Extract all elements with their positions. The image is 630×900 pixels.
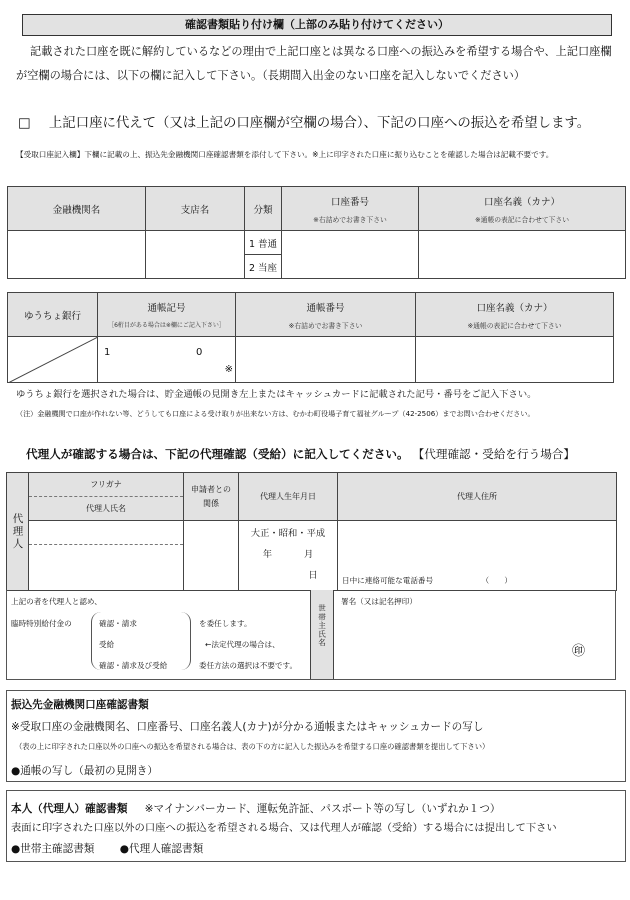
passbook-symbol-header xyxy=(98,293,236,337)
agent-name-label: 代理人氏名 xyxy=(86,504,126,513)
branch-field[interactable] xyxy=(146,231,245,279)
household-head-label-cell xyxy=(310,590,334,679)
birthdate-field[interactable] xyxy=(239,521,338,591)
passbook-symbol-label: 通帳記号 xyxy=(147,303,186,314)
phone-label: 日中に連絡可能な電話番号 xyxy=(342,576,434,585)
bank-name-field[interactable] xyxy=(8,231,146,279)
passbook-number-header xyxy=(236,293,416,337)
choice-receive[interactable]: 受給 xyxy=(99,640,115,649)
id-docs-line1: 表面に印字された口座以外の口座への振込を希望される場合、又は代理人が確認（受給）する場合には提出して下さい xyxy=(11,822,557,834)
holder-field[interactable] xyxy=(419,231,626,279)
bank-account-table xyxy=(7,186,626,279)
checkbox[interactable]: □ xyxy=(18,116,31,131)
agent-section-title xyxy=(26,446,575,462)
yucho-holder-note: ※通帳の表記に合わせて下さい xyxy=(467,321,562,330)
diagonal-line xyxy=(8,337,98,383)
id-docs-items xyxy=(11,841,203,856)
agent-title-main: 代理人が確認する場合は、下記の代理確認（受給）に記入してください。 xyxy=(26,447,409,461)
holder-note: ※通帳の表記に合わせて下さい xyxy=(474,215,570,224)
type-checking[interactable]: 2 当座 xyxy=(245,255,282,279)
sixth-digit-mark: ※ xyxy=(224,363,233,375)
account-number-label: 口座番号 xyxy=(330,196,369,208)
relation-label-2: 関係 xyxy=(203,498,219,508)
choice-confirm-claim[interactable]: 確認・請求 xyxy=(99,619,137,628)
passbook-number-field[interactable] xyxy=(236,337,416,383)
passbook-number-note: ※右詰めでお書き下さい xyxy=(288,321,363,330)
household-head-label: 世帯主氏名 xyxy=(317,604,327,647)
yucho-table xyxy=(7,292,614,383)
signature-label: 署名（又は記名押印） xyxy=(341,597,417,606)
yucho-instruction: ゆうちょ銀行を選択された場合は、貯金通帳の見開き左上またはキャッシュカードに記載された記号・番号をご記入下さい。 xyxy=(16,389,537,400)
day-label: 日 xyxy=(308,570,318,581)
alternate-account-option[interactable] xyxy=(18,112,590,131)
yucho-holder-header xyxy=(416,293,614,337)
account-number-header xyxy=(282,187,419,231)
passbook-symbol-field[interactable] xyxy=(98,337,236,383)
furigana-label: フリガナ xyxy=(29,473,183,497)
id-docs-box xyxy=(6,790,626,862)
no-account-note: （注）金融機関で口座が作れない等、どうしても口座による受け取りが出来ない方は、むかわ町役場子育て福祉グループ（42-2506）までお問い合わせください。 xyxy=(16,409,535,418)
seal-icon: ㊞ xyxy=(572,644,586,659)
year-label: 年 xyxy=(262,549,272,560)
branch-header: 支店名 xyxy=(146,187,245,231)
symbol-first-digit: 1 xyxy=(104,346,111,358)
choice-both[interactable]: 確認・請求及び受給 xyxy=(99,661,168,670)
legal-note: ←法定代理の場合は、 xyxy=(205,640,280,649)
passbook-symbol-note: ［6桁目がある場合は※欄にご記入下さい］ xyxy=(108,322,225,329)
holder-header xyxy=(419,187,626,231)
agent-side-label: 代理人 xyxy=(7,473,29,591)
era-options: 大正・昭和・平成 xyxy=(250,528,326,539)
relation-field[interactable] xyxy=(184,521,239,591)
relation-label-1: 申請者との xyxy=(191,484,231,494)
address-header: 代理人住所 xyxy=(338,473,617,521)
phone-paren: （ ） xyxy=(481,576,512,585)
agent-name-field[interactable] xyxy=(29,521,184,591)
consent-block xyxy=(6,590,616,680)
type-ordinary[interactable]: 1 普通 xyxy=(245,231,282,255)
option-label: 上記口座に代えて（又は上記の口座欄が空欄の場合）、下記の口座への振込を希望します。 xyxy=(48,116,591,131)
furigana-name-header xyxy=(29,473,184,521)
paste-area-title: 確認書類貼り付け欄（上部のみ貼り付けてください） xyxy=(22,14,612,36)
type-header: 分類 xyxy=(245,187,282,231)
relation-header xyxy=(184,473,239,521)
agent-docs: ●代理人確認書類 xyxy=(119,843,204,855)
consent-line1: 上記の者を代理人と認め、 xyxy=(11,597,102,606)
account-number-field[interactable] xyxy=(282,231,419,279)
consent-prefix: 臨時特別給付金の xyxy=(11,619,72,628)
passbook-number-label: 通帳番号 xyxy=(306,302,345,314)
agent-title-suffix: 【代理確認・受給を行う場合】 xyxy=(412,447,575,461)
yucho-diagonal-cell xyxy=(8,337,98,383)
entrust-text: を委任します。 xyxy=(199,619,252,628)
bank-docs-line2: （表の上に印字された口座以外の口座への振込を希望される場合は、表の下の方に記入した振込みを希望する口座の確認書類を提出して下さい） xyxy=(15,742,490,751)
yucho-holder-field[interactable] xyxy=(416,337,614,383)
holder-label: 口座名義（カナ） xyxy=(483,196,560,208)
bank-name-header: 金融機関名 xyxy=(8,187,146,231)
agent-table xyxy=(6,472,617,591)
id-docs-title: 本人（代理人）確認書類 xyxy=(11,803,128,815)
address-field[interactable] xyxy=(338,521,617,591)
account-number-note: ※右詰めでお書き下さい xyxy=(313,215,387,224)
account-entry-note: 【受取口座記入欄】下欄に記載の上、振込先金融機関口座確認書類を添付して下さい。※上に印字された口座に振り込むことを確認した場合は記載不要です。 xyxy=(16,150,554,159)
bank-docs-line3: ●通帳の写し（最初の見開き） xyxy=(11,765,158,777)
bank-docs-title: 振込先金融機関口座確認書類 xyxy=(11,699,149,711)
id-docs-title-note: ※マイナンバーカード、運転免許証、パスポート等の写し（いずれか１つ） xyxy=(144,803,501,815)
birthdate-header: 代理人生年月日 xyxy=(239,473,338,521)
household-head-docs: ●世帯主確認書類 xyxy=(11,843,95,855)
symbol-last-digit: 0 xyxy=(196,346,203,358)
yucho-holder-label: 口座名義（カナ） xyxy=(476,302,553,314)
id-docs-header xyxy=(11,797,500,816)
month-label: 月 xyxy=(304,549,314,560)
yucho-bank-label: ゆうちょ銀行 xyxy=(8,293,98,337)
intro-text: 記載された口座を既に解約しているなどの理由で上記口座とは異なる口座への振込みを希望する場合や、上記口座欄が空欄の場合には、以下の欄に記入して下さい。（長期間入出金のない口座を記入しないでください） xyxy=(16,45,612,82)
legal-note-2: 委任方法の選択は不要です。 xyxy=(199,661,298,670)
bank-docs-line1: ※受取口座の金融機関名、口座番号、口座名義人(カナ)が分かる通帳またはキャッシュカードの写し xyxy=(11,721,484,733)
bank-docs-box xyxy=(6,690,626,782)
